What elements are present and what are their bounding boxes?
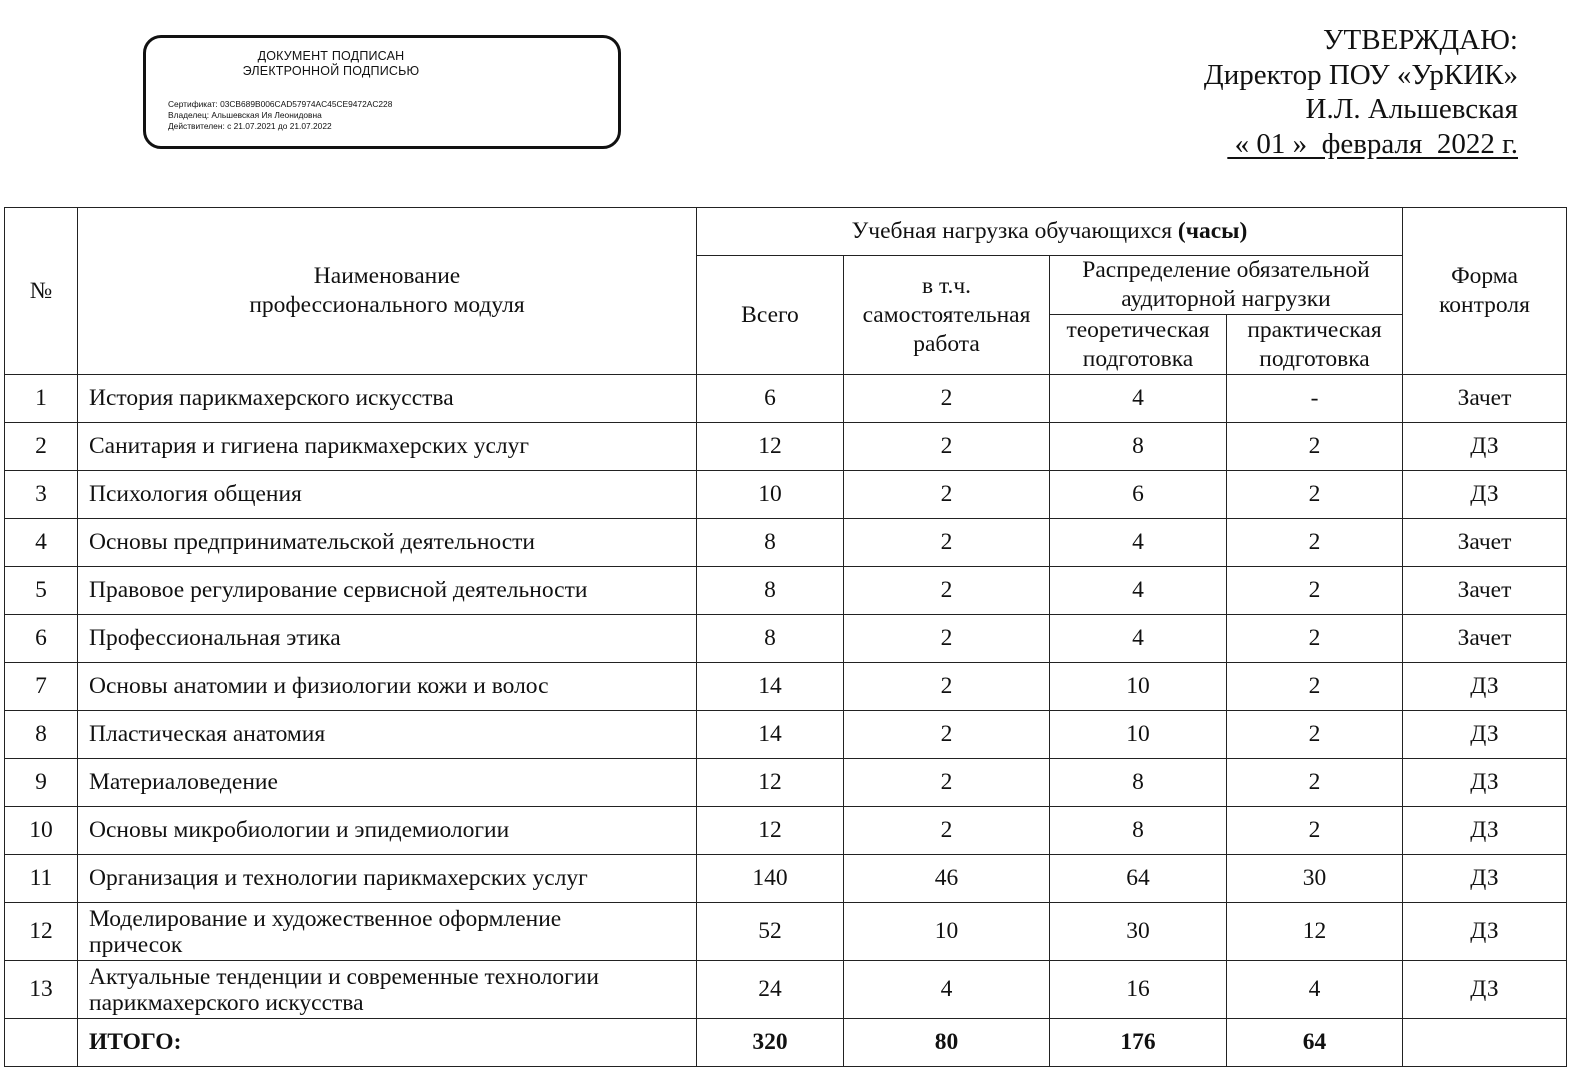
header-distribution: [1050, 256, 1403, 315]
row-theory: 4: [1050, 375, 1227, 423]
row-total-hours: 12: [697, 759, 844, 807]
curriculum-table: [4, 207, 1567, 1067]
table-row: [5, 471, 1567, 519]
row-total-hours: 52: [697, 903, 844, 961]
total-self-study: 80: [844, 1019, 1050, 1067]
row-control-form: ДЗ: [1403, 471, 1567, 519]
row-control-form: ДЗ: [1403, 903, 1567, 961]
stamp-title-line-2: ЭЛЕКТРОННОЙ ПОДПИСЬЮ: [242, 64, 420, 78]
module-name: [78, 471, 697, 519]
row-control-form: Зачет: [1403, 615, 1567, 663]
table-row: [5, 663, 1567, 711]
table-row: [5, 615, 1567, 663]
row-practice: 2: [1227, 471, 1403, 519]
header-control-form: [1403, 208, 1567, 375]
table-row: [5, 807, 1567, 855]
row-theory: 10: [1050, 663, 1227, 711]
stamp-title-line-1: ДОКУМЕНТ ПОДПИСАН: [257, 49, 405, 63]
total-row: [5, 1019, 1567, 1067]
total-practice: 64: [1227, 1019, 1403, 1067]
row-control-form: ДЗ: [1403, 663, 1567, 711]
row-number: 5: [5, 567, 78, 615]
row-total-hours: 12: [697, 423, 844, 471]
module-name-line-2: парикмахерского искусства: [89, 989, 364, 1016]
row-self-study: 2: [844, 519, 1050, 567]
row-practice: 2: [1227, 807, 1403, 855]
row-total-hours: 24: [697, 961, 844, 1019]
row-practice: 2: [1227, 711, 1403, 759]
table-row: [5, 711, 1567, 759]
module-name: [78, 519, 697, 567]
total-number-cell: [5, 1019, 78, 1067]
row-number: 4: [5, 519, 78, 567]
row-total-hours: 14: [697, 663, 844, 711]
row-theory: 8: [1050, 759, 1227, 807]
header-number: №: [5, 208, 78, 375]
module-name-line-1: Материаловедение: [89, 769, 278, 795]
module-name-line-1: Пластическая анатомия: [89, 721, 326, 747]
row-self-study: 46: [844, 855, 1050, 903]
header-study-load: [697, 208, 1403, 256]
module-name-line-1: Актуальные тенденции и современные технологии: [89, 963, 599, 990]
header-control-form-line-2: контроля: [1439, 292, 1530, 318]
approval-signatory: И.Л. Альшевская: [1305, 93, 1518, 125]
row-self-study: 2: [844, 471, 1050, 519]
row-self-study: 2: [844, 759, 1050, 807]
module-name: [78, 567, 697, 615]
row-theory: 10: [1050, 711, 1227, 759]
module-name-line-1: Профессиональная этика: [89, 625, 341, 651]
row-practice: 30: [1227, 855, 1403, 903]
approval-block: [1204, 23, 1518, 161]
table-header: [5, 208, 1567, 375]
approval-heading: УТВЕРЖДАЮ:: [1323, 24, 1518, 56]
module-name-line-2: причесок: [89, 931, 183, 958]
header-distribution-line-2: аудиторной нагрузки: [1121, 286, 1331, 312]
total-label: ИТОГО:: [78, 1019, 697, 1067]
table-row: [5, 423, 1567, 471]
module-name: [78, 903, 697, 961]
row-practice: 2: [1227, 615, 1403, 663]
module-name-line-1: Организация и технологии парикмахерских услуг: [89, 865, 588, 891]
header-practice: [1227, 315, 1403, 375]
module-name-line-1: Психология общения: [89, 481, 302, 507]
row-control-form: ДЗ: [1403, 759, 1567, 807]
table-row: [5, 519, 1567, 567]
stamp-certificate: Сертификат: 03CB689B006CAD57974AC45CE9472AC228: [168, 99, 393, 109]
total-hours: 320: [697, 1019, 844, 1067]
row-practice: 2: [1227, 519, 1403, 567]
header-control-form-line-1: Форма: [1451, 263, 1518, 289]
row-number: 8: [5, 711, 78, 759]
row-practice: 2: [1227, 423, 1403, 471]
row-number: 10: [5, 807, 78, 855]
row-control-form: ДЗ: [1403, 855, 1567, 903]
total-theory: 176: [1050, 1019, 1227, 1067]
row-total-hours: 10: [697, 471, 844, 519]
module-name: [78, 423, 697, 471]
row-self-study: 2: [844, 807, 1050, 855]
row-total-hours: 8: [697, 567, 844, 615]
row-number: 9: [5, 759, 78, 807]
row-total-hours: 140: [697, 855, 844, 903]
row-theory: 30: [1050, 903, 1227, 961]
row-number: 1: [5, 375, 78, 423]
header-module-name: [78, 208, 697, 375]
row-self-study: 4: [844, 961, 1050, 1019]
module-name: [78, 615, 697, 663]
table-row: [5, 855, 1567, 903]
row-control-form: ДЗ: [1403, 711, 1567, 759]
header-study-load-text: Учебная нагрузка обучающихся: [851, 218, 1173, 244]
row-number: 13: [5, 961, 78, 1019]
header-practice-line-1: практическая: [1247, 316, 1382, 343]
row-control-form: Зачет: [1403, 567, 1567, 615]
header-module-name-line-2: профессионального модуля: [249, 292, 525, 318]
row-control-form: Зачет: [1403, 375, 1567, 423]
row-number: 7: [5, 663, 78, 711]
header-self-study-line-3: работа: [913, 330, 980, 357]
row-number: 2: [5, 423, 78, 471]
header-self-study: [844, 256, 1050, 375]
row-number: 12: [5, 903, 78, 961]
row-total-hours: 8: [697, 519, 844, 567]
table-row: [5, 961, 1567, 1019]
approval-position: Директор ПОУ «УрКИК»: [1203, 58, 1518, 91]
table-row: [5, 567, 1567, 615]
module-name-line-1: Моделирование и художественное оформление: [89, 905, 562, 932]
table-row: [5, 903, 1567, 961]
row-practice: 12: [1227, 903, 1403, 961]
row-self-study: 2: [844, 663, 1050, 711]
module-name-line-1: Основы анатомии и физиологии кожи и волос: [89, 673, 549, 699]
row-control-form: ДЗ: [1403, 423, 1567, 471]
row-self-study: 2: [844, 423, 1050, 471]
header-total: Всего: [697, 256, 844, 375]
module-name: [78, 961, 697, 1019]
module-name: [78, 375, 697, 423]
row-total-hours: 14: [697, 711, 844, 759]
row-practice: 2: [1227, 663, 1403, 711]
header-theory-line-2: подготовка: [1082, 345, 1194, 372]
row-self-study: 2: [844, 567, 1050, 615]
row-number: 11: [5, 855, 78, 903]
row-total-hours: 12: [697, 807, 844, 855]
module-name-line-1: Правовое регулирование сервисной деятельности: [89, 577, 588, 603]
module-name: [78, 711, 697, 759]
module-name-line-1: Основы микробиологии и эпидемиологии: [89, 817, 510, 843]
module-name: [78, 807, 697, 855]
module-name-line-1: Санитария и гигиена парикмахерских услуг: [89, 433, 530, 459]
row-theory: 64: [1050, 855, 1227, 903]
header-theory: [1050, 315, 1227, 375]
table-row: [5, 375, 1567, 423]
row-total-hours: 8: [697, 615, 844, 663]
header-self-study-line-2: самостоятельная: [862, 301, 1031, 328]
header-study-load-unit: (часы): [1177, 218, 1248, 244]
row-theory: 4: [1050, 567, 1227, 615]
stamp-certificate-details: [168, 99, 392, 132]
header-self-study-line-1: в т.ч.: [921, 272, 972, 299]
table-row: [5, 759, 1567, 807]
row-theory: 8: [1050, 807, 1227, 855]
row-number: 3: [5, 471, 78, 519]
row-practice: 2: [1227, 759, 1403, 807]
row-theory: 8: [1050, 423, 1227, 471]
stamp-validity: Действителен: с 21.07.2021 до 21.07.2022: [168, 121, 332, 131]
electronic-signature-stamp: [143, 35, 621, 149]
stamp-owner: Владелец: Альшевская Ия Леонидовна: [168, 110, 322, 120]
row-theory: 6: [1050, 471, 1227, 519]
table-body: [5, 375, 1567, 1019]
row-self-study: 2: [844, 375, 1050, 423]
row-theory: 4: [1050, 519, 1227, 567]
module-name: [78, 855, 697, 903]
header-distribution-line-1: Распределение обязательной: [1082, 257, 1370, 283]
row-control-form: ДЗ: [1403, 961, 1567, 1019]
module-name: [78, 759, 697, 807]
row-self-study: 10: [844, 903, 1050, 961]
module-name-line-1: Основы предпринимательской деятельности: [89, 529, 536, 555]
row-theory: 16: [1050, 961, 1227, 1019]
row-self-study: 2: [844, 615, 1050, 663]
header-theory-line-1: теоретическая: [1066, 316, 1210, 343]
approval-date: « 01 » февраля 2022 г.: [1227, 127, 1518, 160]
row-total-hours: 6: [697, 375, 844, 423]
table-footer: [5, 1019, 1567, 1067]
row-control-form: ДЗ: [1403, 807, 1567, 855]
row-self-study: 2: [844, 711, 1050, 759]
row-theory: 4: [1050, 615, 1227, 663]
header-practice-line-2: подготовка: [1259, 345, 1370, 372]
row-control-form: Зачет: [1403, 519, 1567, 567]
header-module-name-line-1: Наименование: [313, 263, 461, 289]
row-practice: 4: [1227, 961, 1403, 1019]
row-practice: -: [1227, 375, 1403, 423]
row-practice: 2: [1227, 567, 1403, 615]
module-name: [78, 663, 697, 711]
stamp-title: [146, 49, 516, 79]
total-control-cell: [1403, 1019, 1567, 1067]
module-name-line-1: История парикмахерского искусства: [89, 385, 454, 411]
row-number: 6: [5, 615, 78, 663]
